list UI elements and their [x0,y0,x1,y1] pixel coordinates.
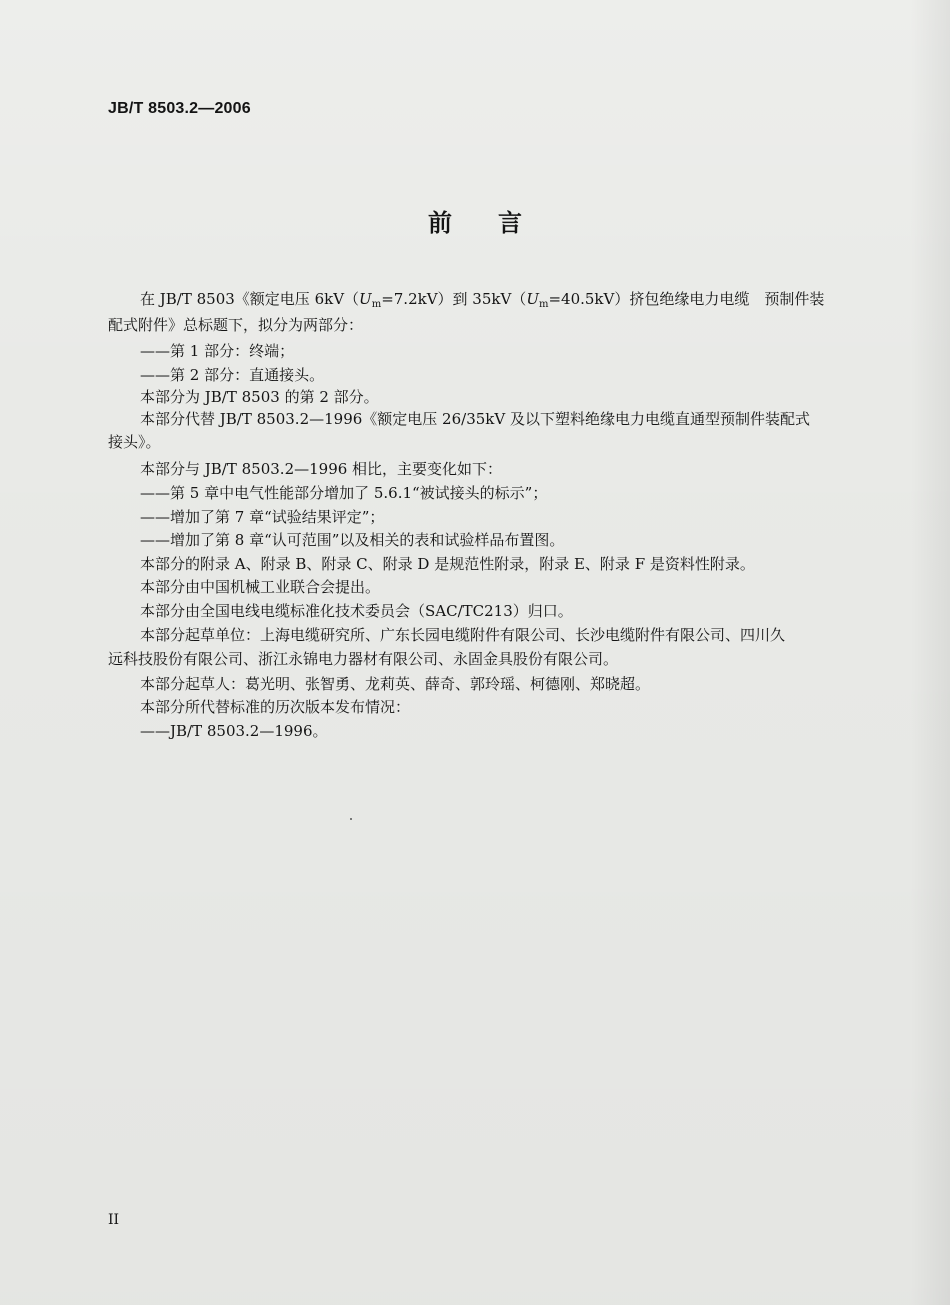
paragraph-6: 本部分由中国机械工业联合会提出。 [140,578,381,596]
paragraph-7: 本部分由全国电线电缆标准化技术委员会（SAC/TC213）归口。 [140,602,573,620]
um-symbol-2: U [526,290,539,308]
paragraph-1-line-2: 配式附件》总标题下，拟分为两部分： [108,316,364,334]
list-item-change-3: ——增加了第 8 章“认可范围”以及相关的表和试验样品布置图。 [140,531,565,549]
page-number: II [108,1212,120,1228]
title-char-1: 前 [428,209,452,237]
p1-text-a: 在 JB/T 8503《额定电压 6kV（ [140,290,360,308]
paragraph-9: 本部分起草人：葛光明、张智勇、龙莉英、薛奇、郭玲瑶、柯德刚、郑晓超。 [140,675,651,693]
um-subscript-2: m [538,299,549,310]
p1-text-b: =7.2kV）到 35kV（ [381,290,527,308]
list-item-part-2: ——第 2 部分：直通接头。 [140,366,325,384]
paragraph-3-line-2: 接头》。 [108,433,161,451]
paragraph-3-line-1: 本部分代替 JB/T 8503.2—1996《额定电压 26/35kV 及以下塑料绝缘电力电缆直通型预制件装配式 [140,410,810,428]
um-subscript-1: m [371,299,382,310]
paragraph-5: 本部分的附录 A、附录 B、附录 C、附录 D 是规范性附录，附录 E、附录 F 是资料性附录。 [140,555,755,573]
title-char-2: 言 [498,209,522,237]
paragraph-2: 本部分为 JB/T 8503 的第 2 部分。 [140,388,379,406]
standard-code: JB/T 8503.2—2006 [108,100,251,117]
paragraph-4: 本部分与 JB/T 8503.2—1996 相比，主要变化如下： [140,460,503,478]
list-item-part-1: ——第 1 部分：终端； [140,342,295,360]
list-item-history-1: ——JB/T 8503.2—1996。 [140,722,328,740]
paragraph-8-line-2: 远科技股份有限公司、浙江永锦电力器材有限公司、永固金具股份有限公司。 [108,650,619,668]
um-symbol-1: U [359,290,372,308]
page-edge-shadow [910,0,950,1305]
list-item-change-1: ——第 5 章中电气性能部分增加了 5.6.1“被试接头的标示”； [140,484,548,502]
paragraph-10: 本部分所代替标准的历次版本发布情况： [140,698,411,716]
list-item-change-2: ——增加了第 7 章“试验结果评定”； [140,508,385,526]
p1-text-c: =40.5kV）挤包绝缘电力电缆 预制件装 [548,290,825,308]
scan-speck [350,818,352,820]
paragraph-1-line-1 [140,289,824,309]
paragraph-8-line-1: 本部分起草单位：上海电缆研究所、广东长园电缆附件有限公司、长沙电缆附件有限公司、四川久 [140,626,786,644]
page-title [0,203,950,238]
